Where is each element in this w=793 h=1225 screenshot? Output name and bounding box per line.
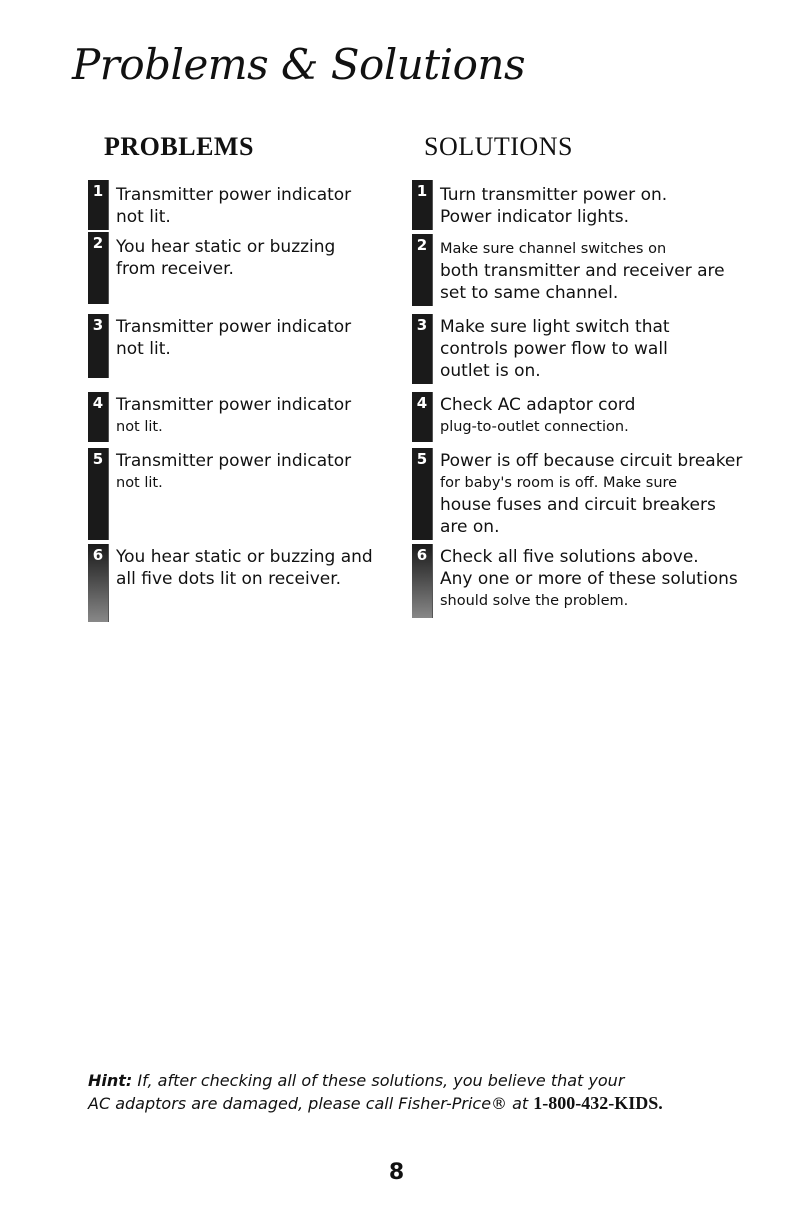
solution-text-line: Turn transmitter power on. (440, 185, 668, 205)
solution-text-line: are on. (440, 517, 500, 537)
solution-text-line: controls power flow to wall (440, 339, 668, 359)
hint-phone: 1-800-432-KIDS. (533, 1093, 663, 1113)
problem-text-line: Transmitter power indicator (116, 185, 352, 205)
solution-text-line: Make sure channel switches on (440, 241, 667, 257)
solution-number-badge: 3 (412, 314, 433, 384)
solution-number-badge: 5 (412, 448, 433, 540)
problem-number-badge: 6 (88, 544, 109, 622)
problem-text-line: Transmitter power indicator (116, 395, 352, 415)
solutions-header: SOLUTIONS (424, 132, 573, 161)
solution-number-badge: 4 (412, 392, 433, 442)
problem-text-line: not lit. (116, 339, 171, 359)
solution-text-line: for baby's room is off. Make sure (440, 475, 678, 491)
problem-number-badge: 5 (88, 448, 109, 540)
solution-text-line: Power indicator lights. (440, 207, 629, 227)
page-number: 8 (388, 1160, 405, 1185)
problem-text-line: not lit. (116, 475, 163, 491)
solution-text-line: both transmitter and receiver are (440, 261, 725, 281)
solution-number-badge: 2 (412, 234, 433, 306)
problem-number-badge: 1 (88, 180, 109, 230)
solution-text-line: set to same channel. (440, 283, 619, 303)
problem-text-line: You hear static or buzzing (116, 237, 336, 257)
problem-text-line: Transmitter power indicator (116, 317, 352, 337)
solution-text-line: Power is off because circuit breaker (440, 451, 743, 471)
problem-text-line: Transmitter power indicator (116, 451, 352, 471)
solution-number-badge: 6 (412, 544, 433, 618)
page-title: Problems & Solutions (72, 40, 526, 89)
problem-text-line: not lit. (116, 207, 171, 227)
problem-number-badge: 4 (88, 392, 109, 442)
problem-text-line: all five dots lit on receiver. (116, 569, 342, 589)
hint-label: Hint: (88, 1071, 133, 1090)
problem-number-badge: 2 (88, 232, 109, 304)
hint-line-1: If, after checking all of these solutions, you believe that your (137, 1071, 625, 1090)
solution-text-line: outlet is on. (440, 361, 541, 381)
problem-text-line: from receiver. (116, 259, 234, 279)
solution-text-line: house fuses and circuit breakers (440, 495, 716, 515)
solution-text-line: Make sure light switch that (440, 317, 670, 337)
solution-text-line: plug-to-outlet connection. (440, 419, 629, 435)
hint-note (88, 1070, 728, 1115)
solution-number-badge: 1 (412, 180, 433, 230)
solution-text-line: Any one or more of these solutions (440, 569, 738, 589)
problem-number-badge: 3 (88, 314, 109, 378)
problem-text-line: You hear static or buzzing and (116, 547, 373, 567)
problem-text-line: not lit. (116, 419, 163, 435)
solution-text-line: Check AC adaptor cord (440, 395, 636, 415)
problems-header: PROBLEMS (104, 132, 254, 161)
hint-line-2: AC adaptors are damaged, please call Fisher-Price® at (88, 1094, 529, 1113)
solution-text-line: should solve the problem. (440, 593, 629, 609)
solution-text-line: Check all five solutions above. (440, 547, 699, 567)
